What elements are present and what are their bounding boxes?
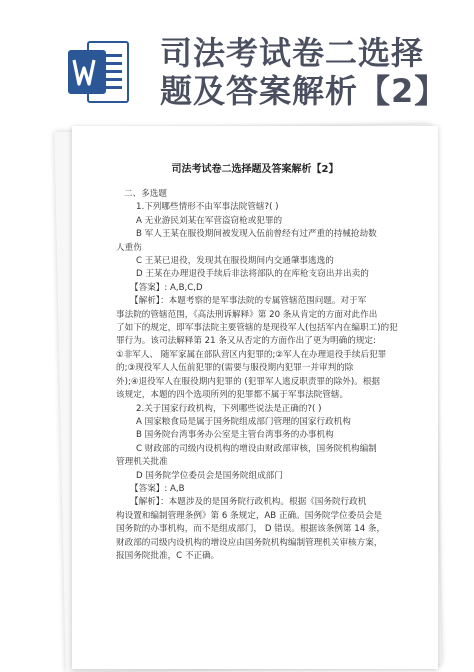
- question-2-analysis-line: 财政部的司级内设机构的增设应由国务院机构编制管理机关审核方案，: [116, 537, 383, 548]
- question-2-option-b: B 国务院台湾事务办公室是主管台湾事务的办事机构: [136, 430, 334, 441]
- document-body: [116, 188, 414, 563]
- word-document-icon: [68, 40, 130, 104]
- question-1-analysis-line: 了如下的规定，即军事法院主要管辖的是现役军人(包括军内在编职工)的犯: [116, 323, 398, 334]
- question-1-option-c: C 王某已退役，发现其在服役期间内交通肇事逃逸的: [136, 256, 334, 267]
- question-2-analysis-line: 构设置和编制管理条例》第 6 条规定，AB 正确。国务院学位委员会是: [116, 510, 383, 521]
- section-heading: 二、多选题: [124, 189, 167, 199]
- question-1-analysis-line: 外);④退役军人在服役期内犯罪的 (犯罪军人逃反职责罪的除外)。根据: [116, 376, 381, 387]
- question-1-analysis-line: 【解析】：本题考察的是军事法院的专属管辖范围问题。对于军: [130, 296, 367, 307]
- question-2-option-c: C 财政部的司级内设机构的增设由财政部审核，国务院机构编制: [136, 443, 377, 454]
- page-header: [0, 0, 474, 120]
- document-title: 司法考试卷二选择题及答案解析【2】: [171, 164, 339, 175]
- question-2-stem: 2.关于国家行政机构，下列哪些说法是正确的?( ): [136, 403, 322, 414]
- question-1-analysis-line: 罪行为。该司法解释第 21 条又从否定的方面作出了更为明确的规定:: [116, 336, 376, 347]
- question-1-analysis-line: ①非军人、 随军家属在部队营区内犯罪的;②军人在办理退役手续后犯罪: [116, 349, 387, 360]
- question-2-analysis-line: 国务院的办事机构，而不是组成部门， D 错误。根据该条例第 14 条，: [116, 524, 386, 535]
- question-1-analysis-line: 的;③现役军人人伍前犯罪的(需要与服役期内犯罪一并审判的除: [116, 363, 354, 374]
- question-1-analysis-line: 事法院的管辖范围，《高法刑诉解释》第 20 条从肯定的方面对此作出: [116, 309, 378, 320]
- question-1-option-a: A 无业游民刘某在军营盗窃枪或犯罪的: [136, 215, 283, 226]
- question-2-option-a: A 国家粮食局是属于国务院组成部门管理的国家行政机构: [136, 416, 351, 427]
- question-1-analysis-line: 该规定，本题的四个选项所列的犯罪都不属于军事法院管辖。: [116, 390, 349, 401]
- header-title-line-1: 司法考试卷二选择: [160, 34, 425, 72]
- question-1-option-d: D 王某在办理退役手续后非法将部队的在库枪支窃出并出卖的: [136, 269, 369, 280]
- question-2-option-c-cont: 管理机关批准: [116, 457, 168, 468]
- question-1-stem: 1.下列哪些情形不由军事法院管辖?( ): [136, 202, 279, 213]
- question-2-answer: 【答案】: A,B: [130, 483, 185, 494]
- question-1-option-b-cont: 人重伤: [116, 242, 142, 253]
- question-2-analysis-line: 【解析】：本题涉及的是国务院行政机构。根据《国务院行政机: [130, 497, 367, 508]
- question-1-answer: 【答案】: A,B,C,D: [130, 282, 203, 293]
- question-2-option-d: D 国务院学位委员会是国务院组成部门: [136, 470, 283, 481]
- question-1-option-b: B 军人王某在服役期间被发现入伍前曾经有过严重的持械抢劫数: [136, 229, 377, 240]
- document-page: [72, 126, 438, 669]
- question-2-analysis-line: 报国务院批准，C 不正确。: [116, 550, 220, 561]
- header-title-line-2: 题及答案解析【2】: [160, 72, 448, 110]
